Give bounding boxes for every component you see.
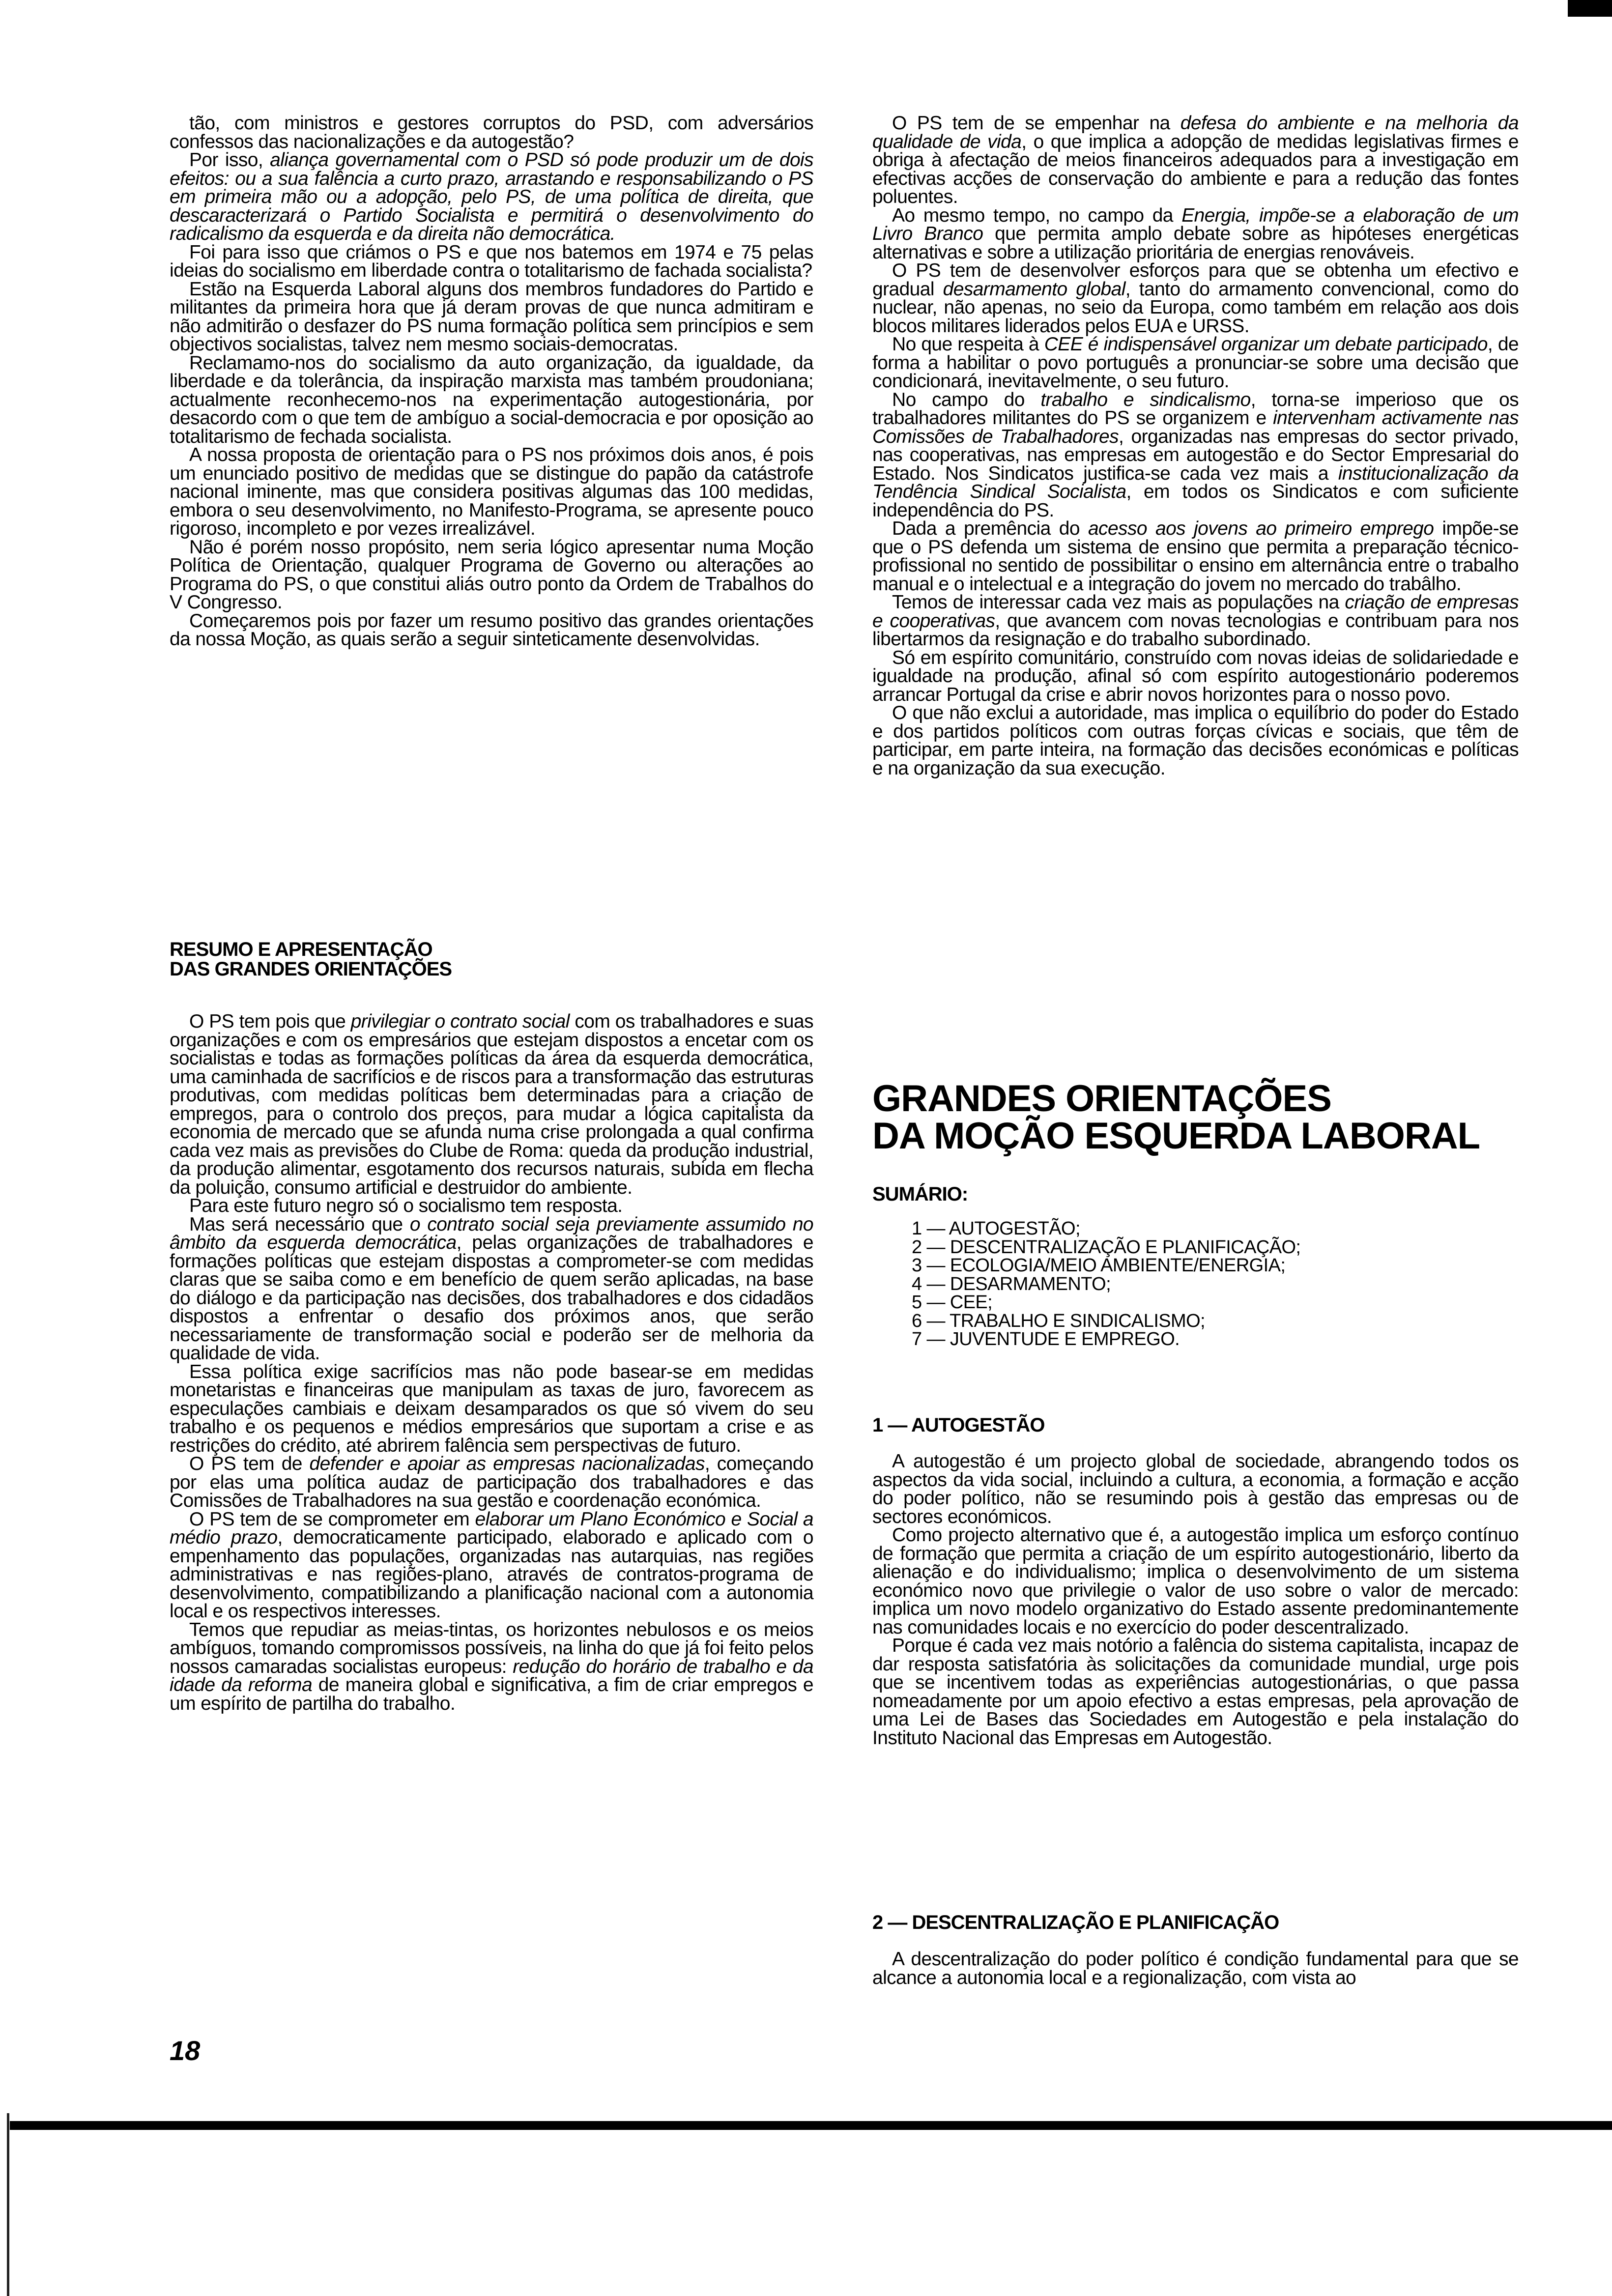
emphasis-text: institucionalização da Tendência Sindical Socialista <box>872 462 1519 502</box>
paragraph <box>170 354 813 446</box>
sumario-item: 6 — TRABALHO E SINDICALISMO; <box>912 1310 1205 1331</box>
sumario-list <box>912 1220 1300 1349</box>
text-run: O PS tem de se comprometer em <box>189 1508 475 1530</box>
paragraph <box>170 1621 813 1713</box>
emphasis-text: defesa do ambiente e na melhoria da qualidade de vida <box>872 113 1519 152</box>
paragraph <box>170 114 813 151</box>
text-run: Foi para isso que criámos o PS e que nos batemos em 1974 e 75 pelas ideias do socialismo em liberdade contra o totalitarismo de fachada socialista? <box>170 241 813 281</box>
emphasis-text: redução do horário de trabalho e da idade da reforma <box>170 1656 813 1695</box>
paragraph <box>872 704 1519 777</box>
sumario-item: 5 — CEE; <box>912 1292 993 1313</box>
paragraph <box>170 1215 813 1363</box>
paragraph <box>170 1197 813 1215</box>
text-run: Temos de interessar cada vez mais as populações na <box>892 592 1345 613</box>
text-run: que permita amplo debate sobre as hipóteses energéticas alternativas e sobre a utilização prioritária de energias renováveis. <box>872 223 1519 263</box>
emphasis-text: privilegiar o contrato social <box>350 1011 570 1032</box>
section-heading-resumo <box>170 940 452 979</box>
sumario-item: 3 — ECOLOGIA/MEIO AMBIENTE/ENERGIA; <box>912 1255 1286 1276</box>
scan-corner-mark <box>1568 0 1612 17</box>
text-run: com os trabalhadores e suas organizações e com os empresários que estejam dispostos a encetar com os socialistas e todas as formações políticas da área da esquerda democrática, uma caminhada de sacrifícios e de riscos para a transformação das estruturas produtivas, com medidas políticas bem determinadas para a criação de empregos, para o controlo dos preços, para mudar a lógica capitalista da economia de mercado que se afunda numa crise prolongada a qual confirma cada vez mais as previsões do Clube de Roma: queda da produção industrial, da produção alimentar, esgotamento dos recursos naturais, subida em flecha da poluição, consumo artificial e destruidor do ambiente. <box>170 1011 813 1198</box>
emphasis-text: aliança governamental com o PSD só pode produzir um de dois efeitos: ou a sua falência a curto prazo, arrastando e responsabilizando o PS em primeira mão ou a adopção, pelo PS, de uma política de direita, que descaracterizará o Partido Socialista e permitirá o desenvolvimento do radicalismo da esquerda e da direita não democrática. <box>170 149 813 244</box>
emphasis-text: intervenham activamente nas Comissões de Trabalhadores <box>872 407 1519 447</box>
text-run: , torna-se imperioso que os trabalhadores militantes do PS se organizem e <box>872 389 1519 429</box>
text-run: tão, com ministros e gestores corruptos do PSD, com adversários confessos das nacionalizações e da autogestão? <box>170 113 813 152</box>
text-run: , pelas organizações de trabalhadores e formações políticas que estejam dispostas a comprometer-se com medidas claras que se saiba como e em benefício de quem serão aplicadas, na base do diálogo e da participação nas decisões, dos trabalhadores e dos cidadãos dispostos a enfrentar o desafio dos próximos anos, que serão necessariamente de transformação social e poderão ser de melhoria da qualidade de vida. <box>170 1232 813 1364</box>
text-run: Como projecto alternativo que é, a autogestão implica um esforço contínuo de formação que permita a criação de um espírito autogestionário, liberto da alienação e do individualismo; implica o desenvolvimento de um sistema económico novo que privilegie o valor de uso sobre o valor de mercado: implica um novo modelo organizativo do Estado assente predominantemente nas comunidades locais e no exercício do poder descentralizado. <box>872 1524 1519 1638</box>
text-run: , o que implica a adopção de medidas legislativas firmes e obriga à afectação de meios financeiros adequados para a investigação em efectivas acções de conservação do ambiente e para a redução das fontes poluentes. <box>872 131 1519 207</box>
main-heading <box>872 1080 1480 1155</box>
text-run: , tanto do armamento convencional, como do nuclear, não apenas, no seio da Europa, como também em relação aos dois blocos militares liderados pelos EUA e URSS. <box>872 278 1519 337</box>
paragraph <box>872 649 1519 704</box>
emphasis-text: Energia, impõe-se a elaboração de um Livro Branco <box>872 204 1519 244</box>
paragraph <box>872 593 1519 649</box>
paragraph <box>872 1526 1519 1636</box>
paragraph <box>170 1363 813 1455</box>
text-run: Por isso, <box>189 149 270 171</box>
paragraph <box>170 151 813 243</box>
text-run: Só em espírito comunitário, construído com novas ideias de solidariedade e igualdade na produção, afinal só com espírito autogestionário poderemos arrancar Portugal da crise e abrir novos horizontes para o nosso povo. <box>872 647 1519 705</box>
text-run: O que não exclui a autoridade, mas implica o equilíbrio do poder do Estado e dos partidos políticos com outras forças cívicas e sociais, que têm de participar, em parte inteira, na formação das decisões económicas e políticas e na organização da sua execução. <box>872 702 1519 779</box>
paragraph <box>170 538 813 612</box>
paragraph <box>170 1012 813 1197</box>
sumario-item: 2 — DESCENTRALIZAÇÃO E PLANIFICAÇÃO; <box>912 1236 1301 1258</box>
paragraph <box>170 243 813 280</box>
emphasis-text: desarmamento global <box>943 278 1125 300</box>
paragraph <box>872 206 1519 262</box>
paragraph <box>170 446 813 538</box>
emphasis-text: elaborar um Plano Económico e Social a médio prazo <box>170 1508 813 1548</box>
scan-left-edge <box>7 2113 9 2296</box>
heading-line: RESUMO E APRESENTAÇÃO <box>170 939 432 960</box>
text-run: Temos que repudiar as meias-tintas, os horizontes nebulosos e os meios ambíguos, tomando compromissos possíveis, na linha do que já foi feito pelos nossos camaradas socialistas europeus: <box>170 1619 813 1677</box>
emphasis-text: acesso aos jovens ao primeiro emprego <box>1088 518 1434 539</box>
paragraph <box>170 612 813 649</box>
paragraph <box>872 114 1519 206</box>
text-run: O PS tem de se empenhar na <box>892 113 1180 134</box>
text-run: O PS tem pois que <box>189 1011 351 1032</box>
right-column-intro <box>872 114 1519 777</box>
paragraph <box>872 335 1519 391</box>
left-column-resumo <box>170 1012 813 1713</box>
text-run: Ao mesmo tempo, no campo da <box>892 204 1182 226</box>
page-bottom-rule <box>10 2121 1612 2130</box>
paragraph <box>872 261 1519 335</box>
text-run: Não é porém nosso propósito, nem seria lógico apresentar numa Moção Política de Orientação, qualquer Programa de Governo ou alterações ao Programa do PS, o que constitui aliás outro ponto da Ordem de Trabalhos do V Congresso. <box>170 536 813 613</box>
paragraph <box>170 280 813 354</box>
sumario-item: 7 — JUVENTUDE E EMPREGO. <box>912 1329 1180 1349</box>
text-run: , de forma a habilitar o povo português a pronunciar-se sobre uma decisão que condicionará, inevitavelmente, o seu futuro. <box>872 334 1519 392</box>
section-heading-autogestao: 1 — AUTOGESTÃO <box>872 1414 1045 1436</box>
text-run: No campo do <box>892 389 1041 410</box>
section-autogestao-body <box>872 1452 1519 1747</box>
text-run: O PS tem de <box>189 1453 310 1474</box>
sumario-label: SUMÁRIO: <box>872 1183 968 1205</box>
text-run: Dada a premência do <box>892 518 1088 539</box>
section-descentralizacao-body <box>872 1950 1519 1987</box>
heading-line: GRANDES ORIENTAÇÕES <box>872 1078 1331 1119</box>
emphasis-text: o contrato social seja previamente assumido no âmbito da esquerda democrática <box>170 1213 813 1253</box>
text-run: O PS tem de desenvolver esforços para que se obtenha um efectivo e gradual <box>872 260 1519 300</box>
text-run: Para este futuro negro só o socialismo tem resposta. <box>189 1195 623 1216</box>
paragraph <box>872 391 1519 520</box>
heading-line: DA MOÇÃO ESQUERDA LABORAL <box>872 1115 1480 1157</box>
text-run: A nossa proposta de orientação para o PS nos próximos dois anos, é pois um enunciado positivo de medidas que se distingue do papão da catástrofe nacional iminente, mas que considera positivas algumas das 100 medidas, embora o seu desenvolvimento, no Manifesto-Programa, se apresente pouco rigoroso, incompleto e por vezes irrealizável. <box>170 444 813 539</box>
paragraph <box>872 1452 1519 1526</box>
section-heading-descentralizacao: 2 — DESCENTRALIZAÇÃO E PLANIFICAÇÃO <box>872 1912 1279 1933</box>
emphasis-text: trabalho e sindicalismo <box>1040 389 1251 410</box>
text-run: No que respeita à <box>892 334 1044 355</box>
text-run: , que avancem com novas tecnologias e contribuam para nos libertarmos da resignação e do trabalho subordinado. <box>872 610 1519 650</box>
text-run: Mas será necessário que <box>189 1213 410 1235</box>
sumario-item: 1 — AUTOGESTÃO; <box>912 1218 1080 1239</box>
text-run: impõe-se que o PS defenda um sistema de ensino que permita a preparação técnico-profissional no sentido de possibilitar o ensino em alternância entre o trabalho manual e o intelectual e a integração do jovem no mercado do trabâlho. <box>872 518 1519 595</box>
paragraph <box>170 1510 813 1621</box>
paragraph <box>872 1636 1519 1747</box>
paragraph <box>872 519 1519 593</box>
page-number: 18 <box>170 2035 201 2066</box>
text-run: , democraticamente participado, elaborado e aplicado com o empenhamento das populações, organizadas nas autarquias, nas regiões administrativas e nas regiões-plano, através de contratos-programa de desenvolvimento, compatibilizando a planificação nacional com a autonomia local e os respectivos interesses. <box>170 1527 813 1622</box>
text-run: Porque é cada vez mais notório a falência do sistema capitalista, incapaz de dar resposta satisfatória às solicitações da comunidade mundial, urge pois que se incentivem todas as experiências autogestionárias, o que passa nomeadamente por um apoio efectivo a estas empresas, pela aprovação de uma Lei de Bases das Sociedades em Autogestão e pela instalação do Instituto Nacional das Empresas em Autogestão. <box>872 1635 1519 1749</box>
text-run: Estão na Esquerda Laboral alguns dos membros fundadores do Partido e militantes da primeira hora que já deram provas de que nunca admitiram e não admitirão o desfazer do PS numa formação política sem princípios e sem objectivos socialistas, talvez nem mesmo sociais-democratas. <box>170 278 813 355</box>
text-run: de maneira global e significativa, a fim de criar empregos e um espírito de partilha do trabalho. <box>170 1674 813 1714</box>
text-run: , organizadas nas empresas do sector privado, nas cooperativas, nas empresas em autogestão e do Sector Empresarial do Estado. Nos Sindicatos justifica-se cada vez mais a <box>872 426 1519 484</box>
heading-line: DAS GRANDES ORIENTAÇÕES <box>170 958 452 980</box>
paragraph <box>170 1455 813 1510</box>
emphasis-text: CEE é indispensável organizar um debate participado <box>1044 334 1488 355</box>
text-run: Essa política exige sacrifícios mas não pode basear-se em medidas monetaristas e financeiras que manipulam as taxas de juro, favorecem as especulações cambiais e deixam desamparados os que só vivem do seu trabalho e os pequenos e médios empresários que suportam a crise e as restrições do crédito, até abrirem falência sem perspectivas de futuro. <box>170 1361 813 1456</box>
text-run: A autogestão é um projecto global de sociedade, abrangendo todos os aspectos da vida social, incluindo a cultura, a economia, a formação e acção do poder político, não se resumindo pois à gestão das empresas ou de sectores económicos. <box>872 1451 1519 1527</box>
emphasis-text: defender e apoiar as empresas nacionalizadas <box>309 1453 705 1474</box>
text-run: Reclamamo-nos do socialismo da auto organização, da igualdade, da liberdade e da tolerância, da inspiração marxista mas também proudoniana; actualmente reconhecemo-nos na experimentação autogestionária, por desacordo com o que tem de ambíguo a social-democracia e por oposição ao totalitarismo de fechada socialista. <box>170 352 813 447</box>
text-run: A descentralização do poder político é condição fundamental para que se alcance a autonomia local e a regionalização, com vista ao <box>872 1949 1519 1988</box>
sumario-item: 4 — DESARMAMENTO; <box>912 1273 1111 1294</box>
text-run: Começaremos pois por fazer um resumo positivo das grandes orientações da nossa Moção, as quais serão a seguir sinteticamente desenvolvidas. <box>170 610 813 650</box>
text-run: , em todos os Sindicatos e com suficiente independência do PS. <box>872 481 1519 521</box>
text-run: , começando por elas uma política audaz de participação dos trabalhadores e das Comissões de Trabalhadores na sua gestão e coordenação económica. <box>170 1453 813 1511</box>
left-column-intro <box>170 114 813 649</box>
emphasis-text: criação de empresas e cooperativas <box>872 592 1519 631</box>
paragraph <box>872 1950 1519 1987</box>
